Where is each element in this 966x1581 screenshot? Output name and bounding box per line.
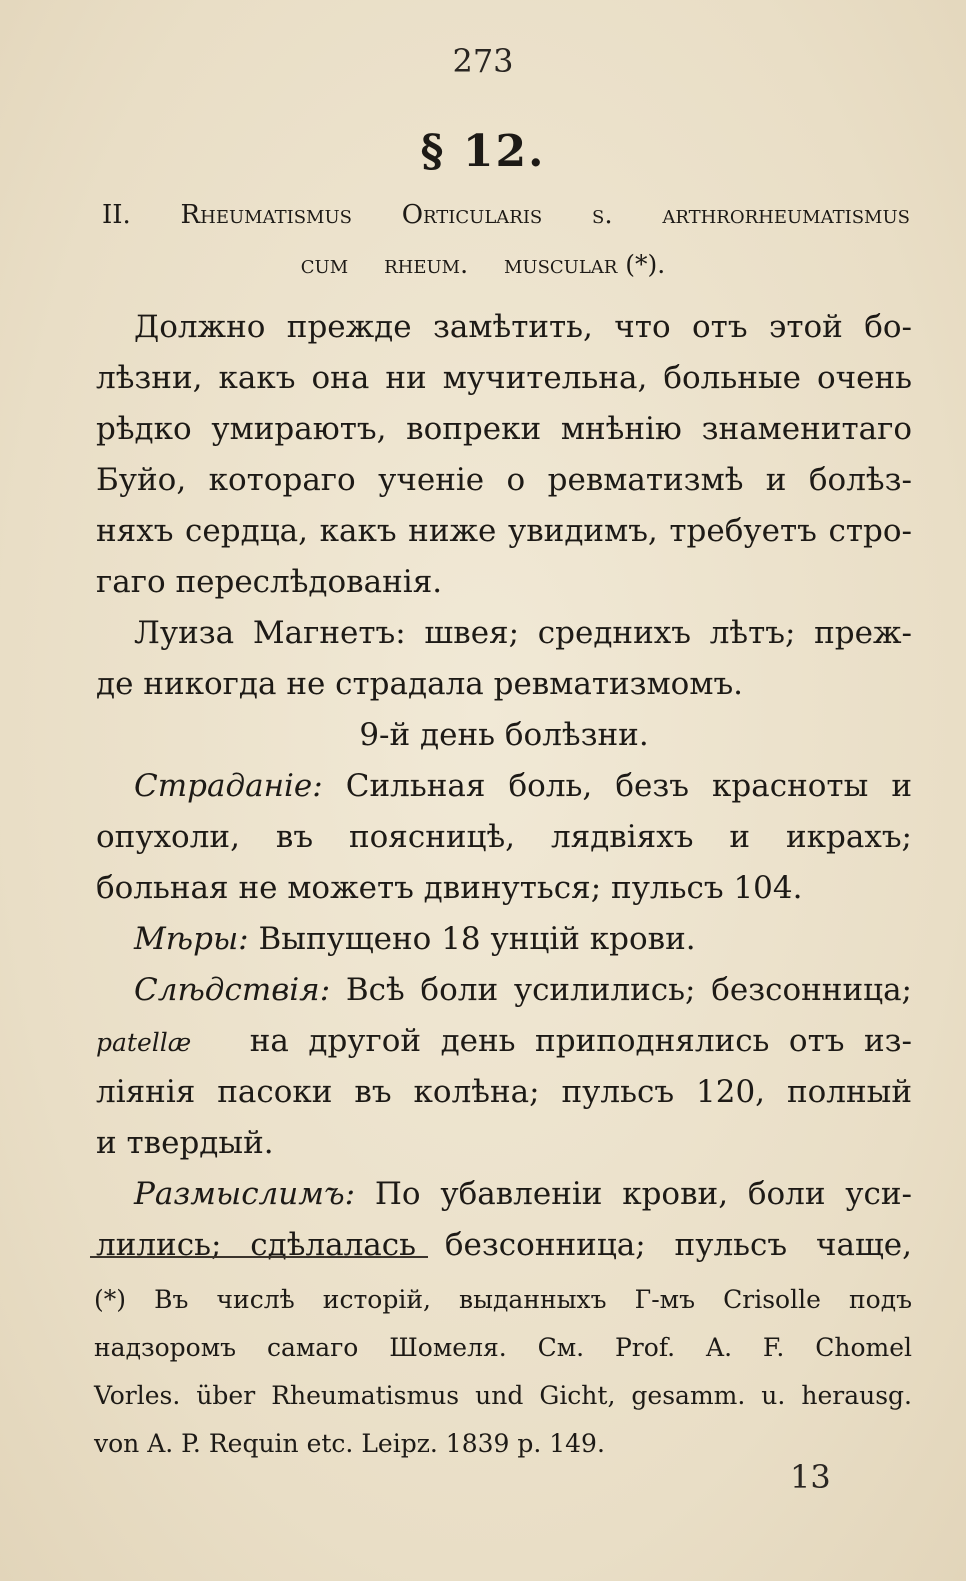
subtitle-word: II.	[102, 200, 131, 230]
consequences-line	[96, 965, 912, 1016]
text-line: опухоли, въ поясницѣ, лядвіяхъ и икрахъ;	[96, 819, 912, 855]
text-line: Должно прежде замѣтить, что отъ этой бо-	[134, 309, 912, 345]
consequences-text: на другой день приподнялись отъ из-	[249, 1023, 912, 1059]
text-line: де никогда не страдала ревматизмомъ.	[96, 666, 744, 702]
text-line: Луиза Магнетъ: швея; среднихъ лѣтъ; преж-	[134, 615, 912, 651]
subtitle-word: arthrorheumatismus	[662, 200, 910, 230]
suffering-text: Сильная боль, безъ красноты и	[345, 768, 912, 804]
measures-label: Мѣры:	[134, 921, 249, 957]
reflection-text: По убавленіи крови, боли уси-	[374, 1176, 913, 1212]
main-text	[96, 302, 912, 1271]
patellae-word: patellæ	[96, 1028, 192, 1057]
text-line: ліянія пасоки въ колѣна; пульсъ 120, полный	[96, 1074, 912, 1110]
text-line: рѣдко умираютъ, вопреки мнѣнію знаменитаго	[96, 411, 912, 447]
text-line: гаго переслѣдованія.	[96, 564, 443, 600]
signature-mark: 13	[790, 1458, 831, 1496]
text-line: больная не можетъ двинуться; пульсъ 104.	[96, 870, 803, 906]
reflection-label: Размыслимъ:	[134, 1176, 356, 1212]
subtitle-line-2	[0, 250, 966, 279]
footnote-line: надзоромъ самаго Шомеля. См. Prof. A. F. Chomel	[94, 1333, 912, 1362]
measures-text: Выпущено 18 унцій крови.	[258, 921, 696, 957]
subtitle-word: Rheumatismus	[180, 200, 352, 230]
measures-line	[96, 914, 912, 965]
footnote-rule	[90, 1256, 428, 1258]
subtitle-word: Orticularis	[401, 200, 543, 230]
suffering-label: Страданіе:	[134, 768, 323, 804]
section-heading: § 12.	[420, 126, 546, 177]
text-line: лились; сдѣлалась безсонница; пульсъ чаще,	[96, 1227, 912, 1263]
suffering-line	[96, 761, 912, 812]
subtitle-word: muscular (*).	[503, 250, 666, 279]
footnote-line: Vorles. über Rheumatismus und Gicht, gesamm. u. herausg.	[94, 1381, 912, 1410]
footnote-line: von A. P. Requin etc. Leipz. 1839 p. 149.	[94, 1429, 605, 1458]
text-line: и твердый.	[96, 1125, 274, 1161]
footnote	[94, 1276, 912, 1468]
page-number: 273	[452, 42, 514, 80]
consequences-text: Всѣ боли усилились; безсонница;	[345, 972, 912, 1008]
subtitle-word: cum	[300, 250, 349, 279]
day-heading: 9-й день болѣзни.	[359, 717, 649, 753]
consequences-line-2	[96, 1016, 912, 1067]
footnote-line: (*) Въ числѣ исторій, выданныхъ Г-мъ Crisolle подъ	[94, 1285, 912, 1314]
text-line: лѣзни, какъ она ни мучительна, больные очень	[96, 360, 912, 396]
subtitle-word: s.	[592, 200, 613, 230]
subtitle-line-1	[102, 200, 910, 230]
subtitle-word: rheum.	[384, 250, 469, 279]
consequences-label: Слѣдствія:	[134, 972, 331, 1008]
text-line: няхъ сердца, какъ ниже увидимъ, требуетъ стро-	[96, 513, 912, 549]
text-line: Буйо, котораго ученіе о ревматизмѣ и болѣз-	[96, 462, 912, 498]
reflection-line	[96, 1169, 912, 1220]
